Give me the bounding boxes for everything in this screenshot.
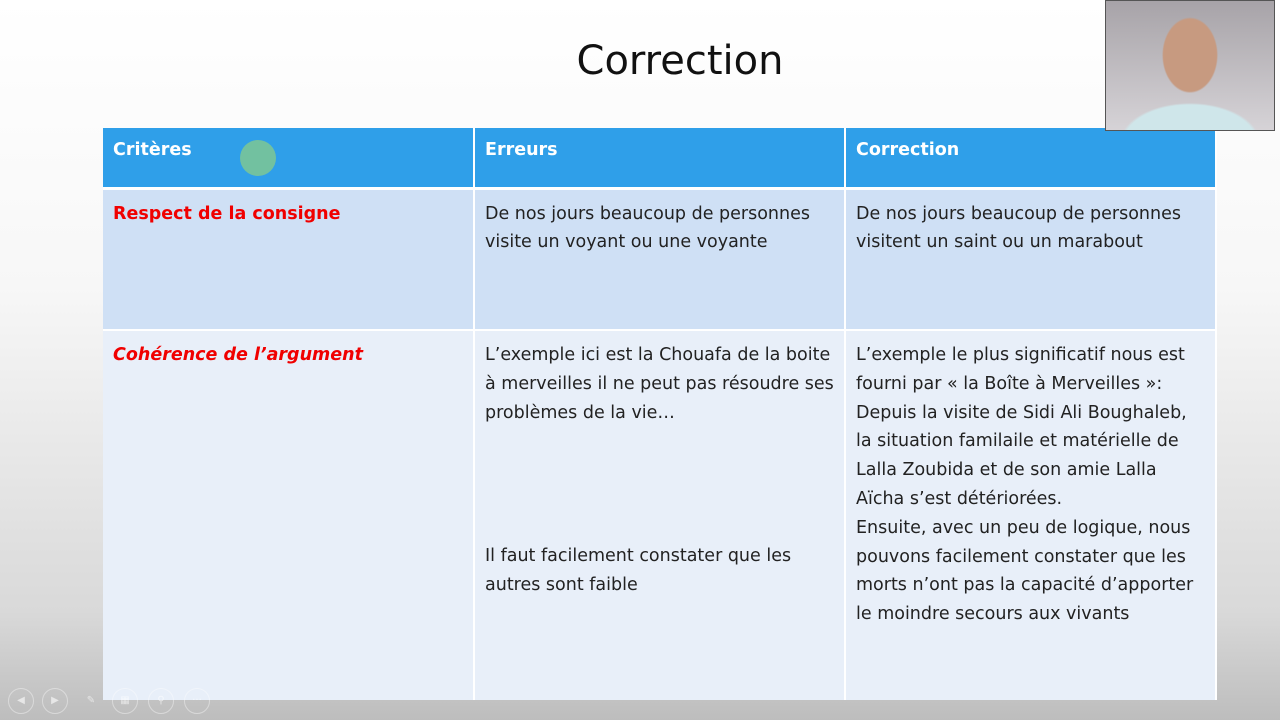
correction-cell — [845, 330, 1216, 700]
erreur-text: L’exemple ici est la Chouafa de la boite à merveilles il ne peut pas résoudre ses problèmes de la vie… — [485, 345, 834, 423]
table-row — [103, 330, 1216, 700]
erreur-text-2: Il faut facilement constater que les autres sont faible — [485, 546, 792, 596]
slide-title: Correction — [576, 38, 784, 84]
header-criteres: Critères — [103, 128, 474, 188]
correction-table — [103, 128, 1217, 700]
header-correction: Correction — [845, 128, 1216, 188]
table-row — [103, 188, 1216, 330]
cursor-highlight — [240, 140, 276, 176]
zoom-icon[interactable]: ⚲ — [148, 688, 174, 714]
slides-icon[interactable]: ▦ — [112, 688, 138, 714]
correction-cell: De nos jours beaucoup de personnes visitent un saint ou un marabout — [845, 188, 1216, 330]
more-icon[interactable]: ··· — [184, 688, 210, 714]
next-icon[interactable]: ▶ — [42, 688, 68, 714]
correction-text-2: Ensuite, avec un peu de logique, nous pouvons facilement constater que les morts n’ont pas la capacité d’apporter le moindre secours aux vivants — [856, 517, 1194, 625]
erreur-cell: De nos jours beaucoup de personnes visite un voyant ou une voyante — [474, 188, 845, 330]
critere-cell: Respect de la consigne — [103, 188, 474, 330]
header-erreurs: Erreurs — [474, 128, 845, 188]
correction-text: L’exemple le plus significatif nous est fourni par « la Boîte à Merveilles »: Depuis la visite de Sidi Ali Boughaleb, la situation familaile et matérielle de Lalla Zoubida et de son amie Lalla Aïcha s’est détériorées. — [856, 345, 1187, 509]
pen-icon[interactable]: ✎ — [86, 695, 96, 706]
critere-cell: Cohérence de l’argument — [103, 330, 474, 700]
webcam-video — [1105, 0, 1275, 131]
erreur-cell — [474, 330, 845, 700]
previous-icon[interactable]: ◀ — [8, 688, 34, 714]
